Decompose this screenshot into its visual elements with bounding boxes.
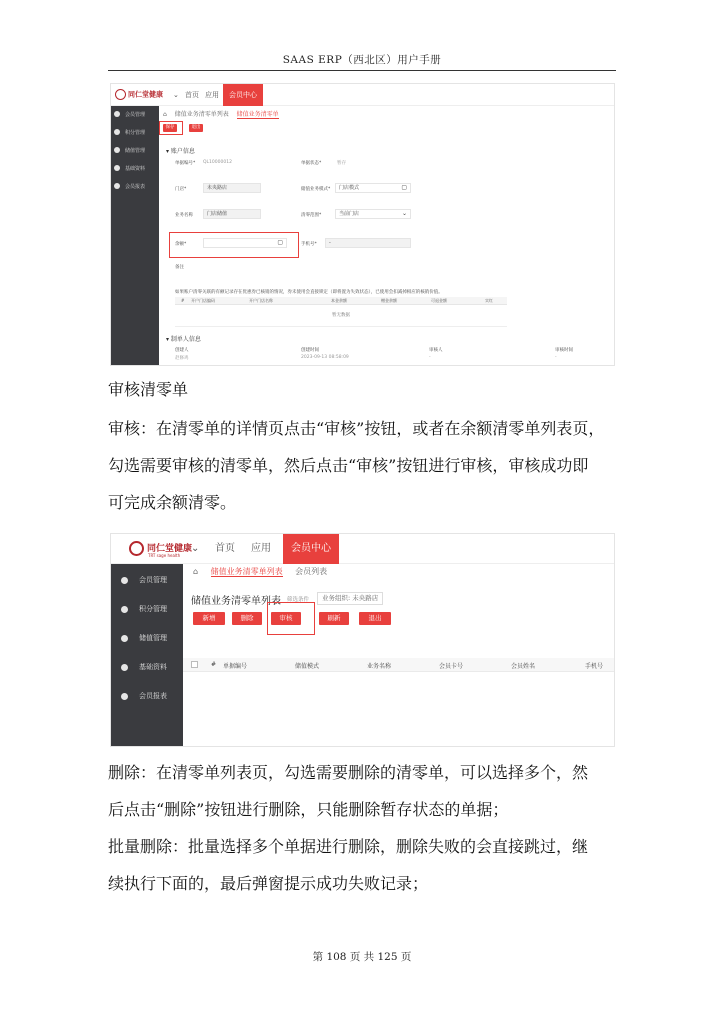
section-account-info: ▾ 账户信息: [166, 148, 195, 155]
nav-apps[interactable]: 应用: [251, 543, 271, 554]
reviewer-label: 审核人: [429, 348, 443, 353]
brand-logo: 同仁堂健康: [115, 89, 163, 100]
creator-label: 创建人: [175, 348, 189, 353]
biz-mode-field[interactable]: 门店模式 ▢: [335, 183, 411, 193]
nav-chevron-icon[interactable]: ⌄: [191, 543, 200, 554]
review-button[interactable]: 审核: [271, 612, 301, 625]
paragraph-delete-line1: 删除：在清零单列表页，勾选需要删除的清零单，可以选择多个，然: [108, 763, 589, 782]
biz-name-label: 业务名称: [175, 213, 193, 218]
sidebar-item-basic-data[interactable]: 基础资料: [111, 659, 183, 688]
store-field: 未央路店: [203, 183, 261, 193]
tab-clear-order[interactable]: 储值业务清零单: [236, 111, 279, 118]
nav-home[interactable]: 首页: [215, 543, 235, 554]
star-icon: [114, 111, 120, 117]
creator-value: 赵修鸡: [175, 356, 189, 361]
screenshot-clear-order-detail: [110, 83, 615, 366]
clear-notice: 如果账户清零关联的有额记录存在优惠券已核销的情况，券未使用会直接锁定（即将置为失效状态），已使用会扣减掉相应的核销价值。: [175, 290, 443, 295]
circle-icon: [121, 664, 128, 671]
select-all-checkbox[interactable]: [191, 661, 198, 668]
col-doc-no: 单据编号: [223, 663, 248, 670]
tab-member-list[interactable]: 会员列表: [295, 567, 328, 576]
delete-button[interactable]: 删除: [232, 612, 262, 625]
nav-chevron-icon[interactable]: ⌄: [173, 91, 179, 99]
col-card-no: 会员卡号: [439, 663, 464, 670]
home-icon[interactable]: ⌂: [163, 111, 167, 118]
col-actual: 实红: [485, 298, 493, 303]
section-heading: 审核清零单: [108, 380, 189, 399]
list-title: 储值业务清零单列表: [191, 596, 281, 607]
col-biz-name: 业务名称: [367, 663, 392, 670]
review-time-label: 审核时间: [555, 348, 573, 353]
sidebar-item-stored-value[interactable]: 储值管理: [111, 142, 159, 160]
col-stored-mode: 储值模式: [295, 663, 320, 670]
page-header: SAAS ERP（西北区）用户手册: [282, 54, 442, 66]
col-principal: 本金余额: [331, 298, 347, 303]
sidebar: [111, 106, 159, 366]
doc-status-value: 暂存: [337, 161, 346, 166]
top-bar: [111, 84, 614, 106]
col-store-name: 开户门店名称: [249, 298, 273, 303]
col-refundable: 可退金额: [431, 298, 447, 303]
highlight-box: [267, 602, 315, 635]
breadcrumb: [163, 109, 285, 118]
paragraph-delete-line2: 后点击“删除”按钮进行删除，只能删除暂存状态的单据；: [108, 800, 509, 819]
tab-clear-order-list[interactable]: 储值业务清零单列表: [210, 567, 283, 576]
nav-member-center[interactable]: 会员中心: [223, 84, 263, 106]
clear-scope-select[interactable]: 当前门店 ⌄: [335, 209, 411, 219]
points-icon: [114, 129, 120, 135]
balance-field[interactable]: [203, 238, 287, 248]
remark-label: 备注: [175, 265, 184, 270]
points-icon: [121, 606, 128, 613]
col-index: #: [211, 661, 217, 668]
logo-seal-icon: [129, 541, 144, 556]
sidebar-item-stored-value[interactable]: 储值管理: [111, 630, 183, 659]
doc-status-label: 单据状态*: [301, 161, 322, 166]
col-index: #: [181, 298, 185, 303]
empty-state: 暂无数据: [332, 313, 350, 318]
created-time-label: 创建时间: [301, 348, 319, 353]
paragraph-batch-delete-line2: 续执行下面的，最后弹窗提示成功失败记录；: [108, 874, 429, 893]
doc-no-label: 单据编号*: [175, 161, 196, 166]
highlight-box: [159, 121, 183, 135]
save-button[interactable]: 保存: [163, 124, 177, 132]
cube-icon: [114, 147, 120, 153]
brand-logo-subtitle: TRT sage health: [148, 553, 181, 558]
circle-icon: [114, 183, 120, 189]
paragraph-batch-delete-line1: 批量删除：批量选择多个单据进行删除，删除失败的会直接跳过，继: [108, 837, 589, 856]
biz-mode-label: 储值业务模式*: [301, 187, 331, 192]
page-footer: 第 108 页 共 125 页: [312, 951, 412, 963]
review-time-value: -: [555, 355, 557, 360]
col-phone: 手机号: [585, 663, 604, 670]
store-label: 门店*: [175, 187, 187, 192]
chevron-down-icon: ⌄: [401, 210, 407, 217]
col-bonus: 赠金余额: [381, 298, 397, 303]
screenshot-clear-order-list: [110, 533, 615, 747]
doc-no-value: QL10000012: [203, 160, 232, 165]
sidebar-item-points[interactable]: 积分管理: [111, 601, 183, 630]
sidebar-item-member[interactable]: 会员管理: [111, 106, 159, 124]
table-header: [183, 658, 615, 672]
sidebar-item-reports[interactable]: 会员报表: [111, 178, 159, 196]
refresh-button[interactable]: 刷新: [319, 612, 349, 625]
divider: [175, 326, 507, 327]
home-icon[interactable]: ⌂: [193, 567, 199, 576]
biz-name-field: 门店储值: [203, 209, 261, 219]
breadcrumb: [193, 566, 337, 577]
cube-icon: [121, 635, 128, 642]
nav-apps[interactable]: 应用: [205, 91, 219, 99]
exit-button[interactable]: 退出: [189, 124, 203, 132]
sidebar-item-basic-data[interactable]: 基础资料: [111, 160, 159, 178]
nav-member-center[interactable]: 会员中心: [283, 534, 339, 564]
lookup-icon[interactable]: ▢: [277, 239, 283, 246]
exit-button[interactable]: 退出: [359, 612, 391, 625]
org-filter[interactable]: 业务组织: 未央路店: [317, 592, 383, 605]
paragraph-review-line3: 可完成余额清零。: [108, 493, 237, 512]
top-bar: [111, 534, 614, 564]
phone-field: -: [325, 238, 411, 248]
created-time-value: 2023-09-13 08:58:09: [301, 355, 349, 360]
section-creator-info: ▾ 制单人信息: [166, 336, 201, 343]
filter-link[interactable]: 筛选条件: [287, 597, 310, 603]
circle-icon: [114, 165, 120, 171]
store-balance-table-header: [175, 297, 507, 305]
reviewer-value: -: [429, 355, 431, 360]
header-rule: [108, 70, 616, 71]
paragraph-review-line1: 审核：在清零单的详情页点击“审核”按钮，或者在余额清零单列表页，: [108, 419, 605, 438]
add-button[interactable]: 新增: [193, 612, 225, 625]
circle-icon: [121, 693, 128, 700]
nav-home[interactable]: 首页: [185, 91, 199, 99]
sidebar: [111, 564, 183, 747]
logo-seal-icon: [115, 89, 126, 100]
lookup-icon[interactable]: ▢: [401, 184, 407, 191]
sidebar-item-member[interactable]: 会员管理: [111, 572, 183, 601]
tab-clear-order-list[interactable]: 储值业务清零单列表: [174, 111, 229, 118]
star-icon: [121, 577, 128, 584]
sidebar-item-reports[interactable]: 会员报表: [111, 688, 183, 717]
col-store-code: 开户门店编码: [191, 298, 215, 303]
col-member-name: 会员姓名: [511, 663, 536, 670]
paragraph-review-line2: 勾选需要审核的清零单，然后点击“审核”按钮进行审核，审核成功即: [108, 456, 589, 475]
sidebar-item-points[interactable]: 积分管理: [111, 124, 159, 142]
clear-scope-label: 清零范围*: [301, 213, 322, 218]
balance-label: 余额*: [175, 242, 187, 247]
brand-logo: 同仁堂健康: [129, 541, 192, 556]
phone-label: 手机号*: [301, 242, 317, 247]
